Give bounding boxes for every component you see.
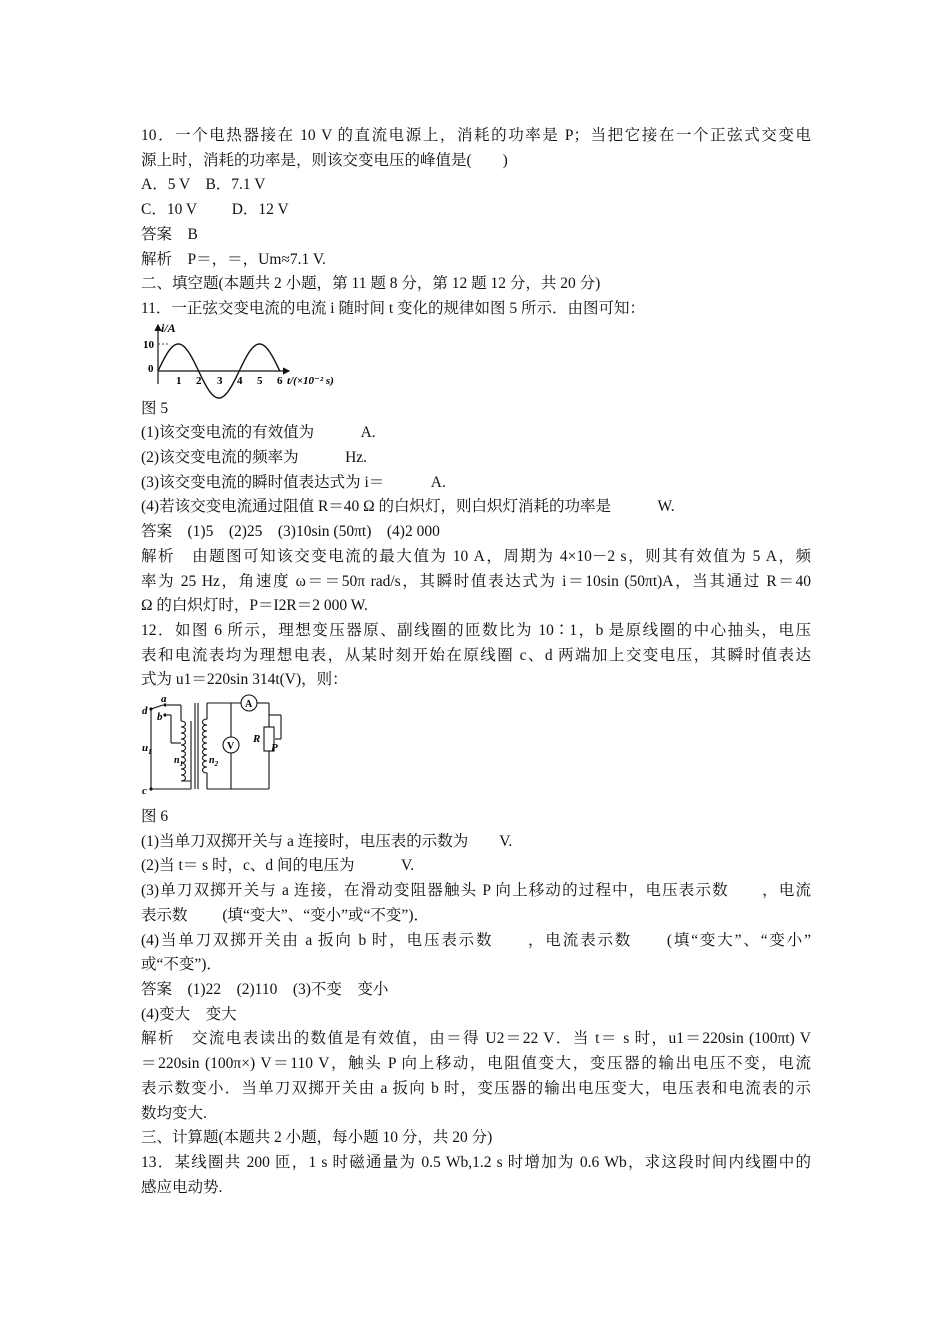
secondary-coil (203, 703, 208, 789)
q12-part-4-line-1: (4)当单刀双掷开关由 a 扳向 b 时，电压表示数 ，电流表示数 (填“变大”、“变小” (141, 931, 811, 949)
transformer-circuit-figure (141, 693, 811, 798)
x-axis-label: t/(×10⁻² s) (287, 374, 334, 387)
y-axis-label: i/A (161, 320, 176, 335)
section-2-title: 二、填空题(本题共 2 小题，第 11 题 8 分，第 12 题 12 分，共 20 分) (141, 275, 601, 293)
q10-answer: 答案 B (141, 225, 198, 243)
terminal-c-label: c (142, 785, 147, 798)
terminal-a-label: a (161, 693, 167, 706)
slider-label: P (271, 742, 278, 755)
document-content (141, 124, 811, 1200)
x-tick-4: 4 (237, 374, 243, 387)
q12-analysis-line-1: 解析 交流电表读出的数值是有效值，由＝得 U2＝22 V．当 t＝ s 时，u1＝220sin (100πt) V (141, 1030, 811, 1048)
q10-options-cd: C．10 V D．12 V (141, 201, 289, 219)
q12-part-3-line-1: (3)单刀双掷开关与 a 连接，在滑动变阻器触头 P 向上移动的过程中，电压表示数 ，电流 (141, 882, 811, 900)
figure-5-caption: 图 5 (141, 399, 169, 417)
n2-label: $n_2$ (209, 755, 219, 769)
x-tick-6: 6 (277, 374, 283, 387)
x-tick-1: 1 (176, 374, 182, 387)
q11-part-3: (3)该交变电流的瞬时值表达式为 i＝ A. (141, 473, 446, 491)
x-tick-3: 3 (217, 374, 223, 387)
q13-stem-line-1: 13．某线圈共 200 匝，1 s 时磁通量为 0.5 Wb,1.2 s 时增加为 0.6 Wb，求这段时间内线圈中的 (141, 1153, 811, 1171)
sine-graph-figure (141, 322, 811, 388)
q12-part-3-line-2: 表示数 (填“变大”、“变小”或“不变”)． (141, 906, 429, 924)
terminal-c-dot (149, 787, 152, 790)
terminal-b-dot (163, 713, 166, 716)
q12-stem-line-2: 表和电流表均为理想电表，从某时刻开始在原线圈 c、d 两端加上交变电压，其瞬时值表达 (141, 646, 811, 664)
section-3-title: 三、计算题(本题共 2 小题，每小题 10 分，共 20 分) (141, 1129, 493, 1147)
q12-answer-line-1: 答案 (1)22 (2)110 (3)不变 变小 (141, 980, 389, 998)
q10-analysis: 解析 P＝，＝，Um≈7.1 V. (141, 250, 326, 268)
y-tick-10: 10 (143, 338, 154, 351)
n1-label: $n_1$ (174, 755, 184, 769)
q11-stem: 11．一正弦交变电流的电流 i 随时间 t 变化的规律如图 5 所示．由图可知： (141, 299, 646, 317)
q12-stem-line-1: 12．如图 6 所示，理想变压器原、副线圈的匝数比为 10∶1，b 是原线圈的中心抽头，电压 (141, 621, 811, 639)
q12-analysis-line-4: 数均变大. (141, 1104, 207, 1122)
q10-options-ab: A．5 V B．7.1 V (141, 176, 266, 194)
q11-answer: 答案 (1)5 (2)25 (3)10sin (50πt) (4)2 000 (141, 523, 440, 541)
u1-label: $u_1$ (142, 742, 152, 757)
q11-analysis-line-2: 率为 25 Hz，角速度 ω＝＝50π rad/s，其瞬时值表达式为 i＝10sin (50πt)A，当其通过 R＝40 (141, 572, 811, 590)
terminal-d-dot (149, 707, 152, 710)
x-tick-5: 5 (257, 374, 263, 387)
switch-blade (151, 705, 163, 709)
q11-part-2: (2)该交变电流的频率为 Hz. (141, 449, 368, 467)
q12-part-1: (1)当单刀双掷开关与 a 连接时，电压表的示数为 V. (141, 832, 513, 850)
terminal-d-label: d (142, 705, 148, 718)
q11-analysis-line-1: 解析 由题图可知该交变电流的最大值为 10 A，周期为 4×10－2 s，则其有效值为 5 A，频 (141, 547, 811, 565)
q12-analysis-line-3: 表示数变小．当单刀双掷开关由 a 扳向 b 时，变压器的输出电压变大，电压表和电流表的示 (141, 1079, 811, 1097)
transformer-circuit (141, 693, 278, 798)
q10-stem-line-2: 源上时，消耗的功率是，则该交变电压的峰值是( ) (141, 151, 508, 169)
voltmeter-label: V (227, 741, 235, 753)
figure-6-caption: 图 6 (141, 808, 169, 826)
q12-answer-line-2: (4)变大 变大 (141, 1005, 237, 1023)
primary-coil (181, 721, 191, 781)
x-tick-2: 2 (196, 374, 202, 387)
q11-part-4: (4)若该交变电流通过阻值 R＝40 Ω 的白炽灯，则白炽灯消耗的功率是 W. (141, 498, 675, 516)
q12-part-4-line-2: 或“不变”)． (141, 956, 222, 974)
q10-stem-line-1: 10．一个电热器接在 10 V 的直流电源上，消耗的功率是 P；当把它接在一个正弦式交变电 (141, 127, 811, 144)
q11-analysis-line-3: Ω 的白炽灯时，P＝I2R＝2 000 W. (141, 597, 368, 615)
q13-stem-line-2: 感应电动势. (141, 1178, 223, 1196)
q12-part-2: (2)当 t＝ s 时，c、d 间的电压为 V. (141, 857, 415, 875)
q12-stem-line-3: 式为 u1＝220sin 314t(V)，则： (141, 671, 348, 689)
q11-part-1: (1)该交变电流的有效值为 A. (141, 424, 376, 442)
ammeter-label: A (245, 699, 253, 711)
terminal-b-label: b (157, 711, 163, 724)
sine-graph (141, 322, 371, 388)
q12-analysis-line-2: ＝220sin (100π×) V＝110 V，触头 P 向上移动，电阻值变大，变压器的输出电压不变，电流 (141, 1055, 811, 1073)
origin-label: 0 (148, 362, 154, 375)
resistor-label: R (253, 733, 261, 746)
